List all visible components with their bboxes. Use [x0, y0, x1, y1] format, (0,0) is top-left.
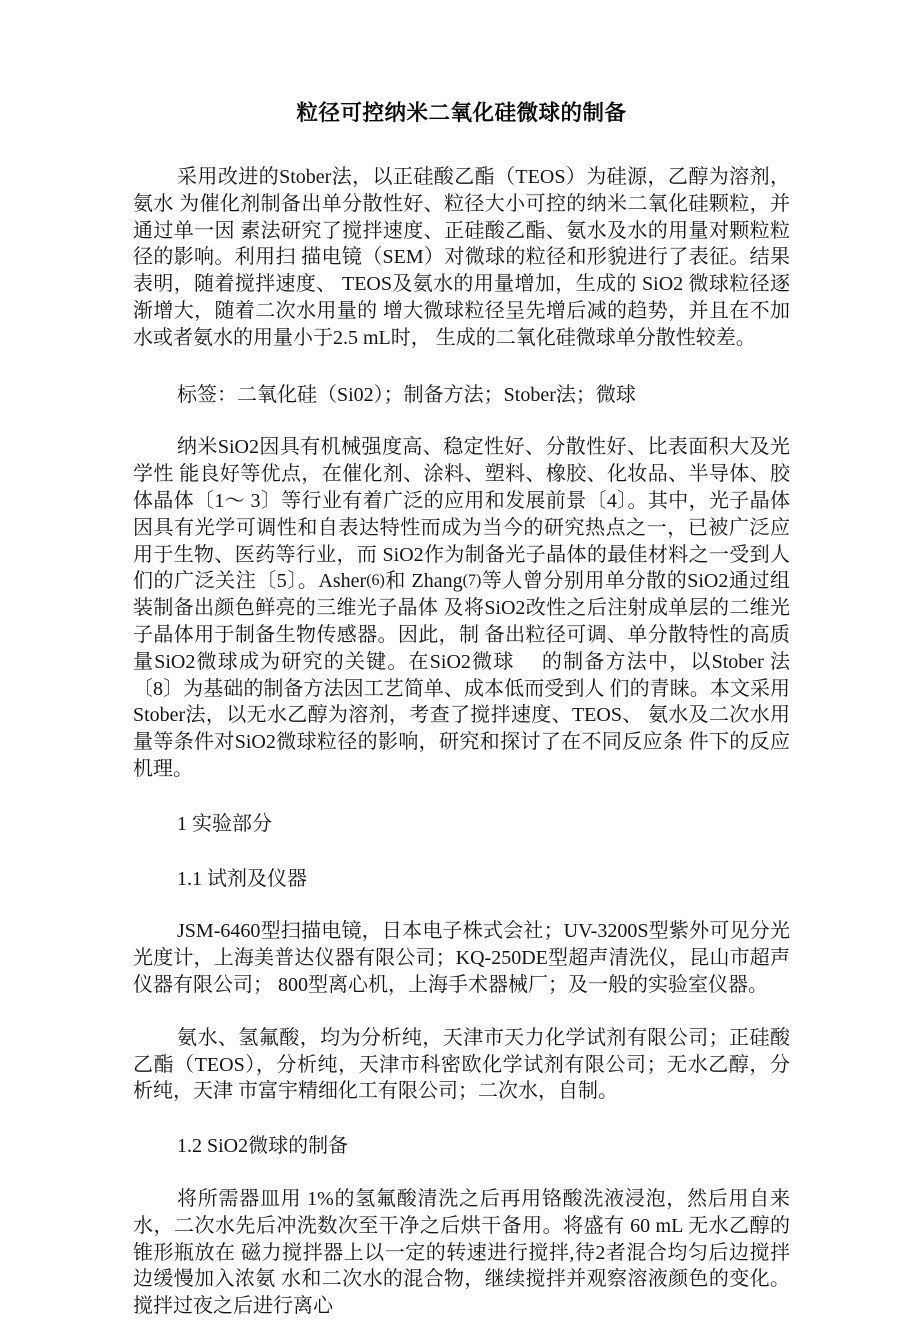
- section-1-2-heading-block: [133, 1133, 790, 1160]
- introduction-text-part2: 和 Zhang: [384, 570, 463, 593]
- keywords-block: [133, 382, 790, 409]
- section-heading-1: 1 实验部分: [177, 812, 272, 835]
- reference-marker-6: (6): [366, 572, 385, 590]
- page-title: 粒径可控纳米二氧化硅微球的制备: [296, 101, 627, 125]
- instruments-block: [133, 918, 790, 998]
- introduction-text-part3: 等人曾分别用单分散的SiO2通过组装制备出颜色鲜亮的三维光子晶体 及将SiO2改性之后注射成单层的二维光子晶体用于制备生物传感器。因此，制 备出粒径可调、单分散特性的高质量SiO2微球成为研究的关键。在SiO2微球 的制备方法中，以Stober 法〔8〕为基础的制备方法因工艺简单、成本低而受到人 们的青睐。本文采用Stober法，以无水乙醇为溶剂，考查了搅拌速度、TEOS、 氨水及二次水用量等条件对SiO2微球粒径的影响，研究和探讨了在不同反应条 件下的反应机理。: [133, 570, 791, 780]
- reference-marker-7: (7): [462, 572, 482, 590]
- preparation-paragraph: 将所需器皿用 1%的氢氟酸清洗之后再用铬酸洗液浸泡，然后用自来水，二次水先后冲洗数次至干净之后烘干备用。将盛有 60 mL 无水乙醇的锥形瓶放在 磁力搅拌器上以一定的转速进行搅拌,待2者混合均匀后边搅拌边缓慢加入浓氨 水和二次水的混合物，继续搅拌并观察溶液颜色的变化。搅拌过夜之后进行离心: [133, 1187, 790, 1318]
- instruments-paragraph: JSM-6460型扫描电镜，日本电子株式会社；UV-3200S型紫外可见分光光度计，上海美普达仪器有限公司；KQ-250DE型超声清洗仪，昆山市超声仪器有限公司； 800型离心机，上海手术器械厂；及一般的实验室仪器。: [133, 920, 790, 996]
- section-heading-1-2: 1.2 SiO2微球的制备: [177, 1135, 349, 1158]
- reagents-paragraph: 氨水、氢氟酸，均为分析纯，天津市天力化学试剂有限公司；正硅酸乙酯（TEOS），分析纯，天津市科密欧化学试剂有限公司；无水乙醇，分析纯，天津 市富宇精细化工有限公司；二次水，自制。: [133, 1026, 790, 1103]
- introduction-paragraph: [133, 434, 790, 782]
- introduction-block: [133, 434, 790, 782]
- section-1-1-heading-block: [133, 866, 790, 893]
- reagents-block: [133, 1025, 790, 1105]
- keywords-line: 标签：二氧化硅（Si02）；制备方法；Stober法；微球: [177, 383, 636, 406]
- section-heading-1-1: 1.1 试剂及仪器: [177, 867, 307, 890]
- preparation-block: [133, 1186, 790, 1320]
- abstract-paragraph: 采用改进的Stober法，以正硅酸乙酯（TEOS）为硅源，乙醇为溶剂，氨水 为催化剂制备出单分散性好、粒径大小可控的纳米二氧化硅颗粒，并通过单一因 素法研究了搅拌速度、正硅酸乙酯、氨水及水的用量对颗粒粒径的影响。利用扫 描电镜（SEM）对微球的粒径和形貌进行了表征。结果表明，随着搅拌速度、 TEOS及氨水的用量增加，生成的 SiO2 微球粒径逐渐增大，随着二次水用量的 增大微球粒径呈先增后减的趋势，并且在不加水或者氨水的用量小于2.5 mL时， 生成的二氧化硅微球单分散性较差。: [133, 166, 790, 349]
- page-content: [133, 0, 790, 1320]
- section-1-heading-block: [133, 811, 790, 838]
- introduction-text-part1: 纳米SiO2因具有机械强度高、稳定性好、分散性好、比表面积大及光学性 能良好等优点，在催化剂、涂料、塑料、橡胶、化妆品、半导体、胶体晶体〔1～ 3〕等行业有着广泛的应用和发展前景〔4〕。其中，光子晶体因具有光学可调性和自表达特性而成为当今的研究热点之一，已被广泛应用于生物、医药等行业，而 SiO2作为制备光子晶体的最佳材料之一受到人们的广泛关注〔5〕。Asher: [133, 436, 790, 593]
- abstract-block: [133, 164, 790, 352]
